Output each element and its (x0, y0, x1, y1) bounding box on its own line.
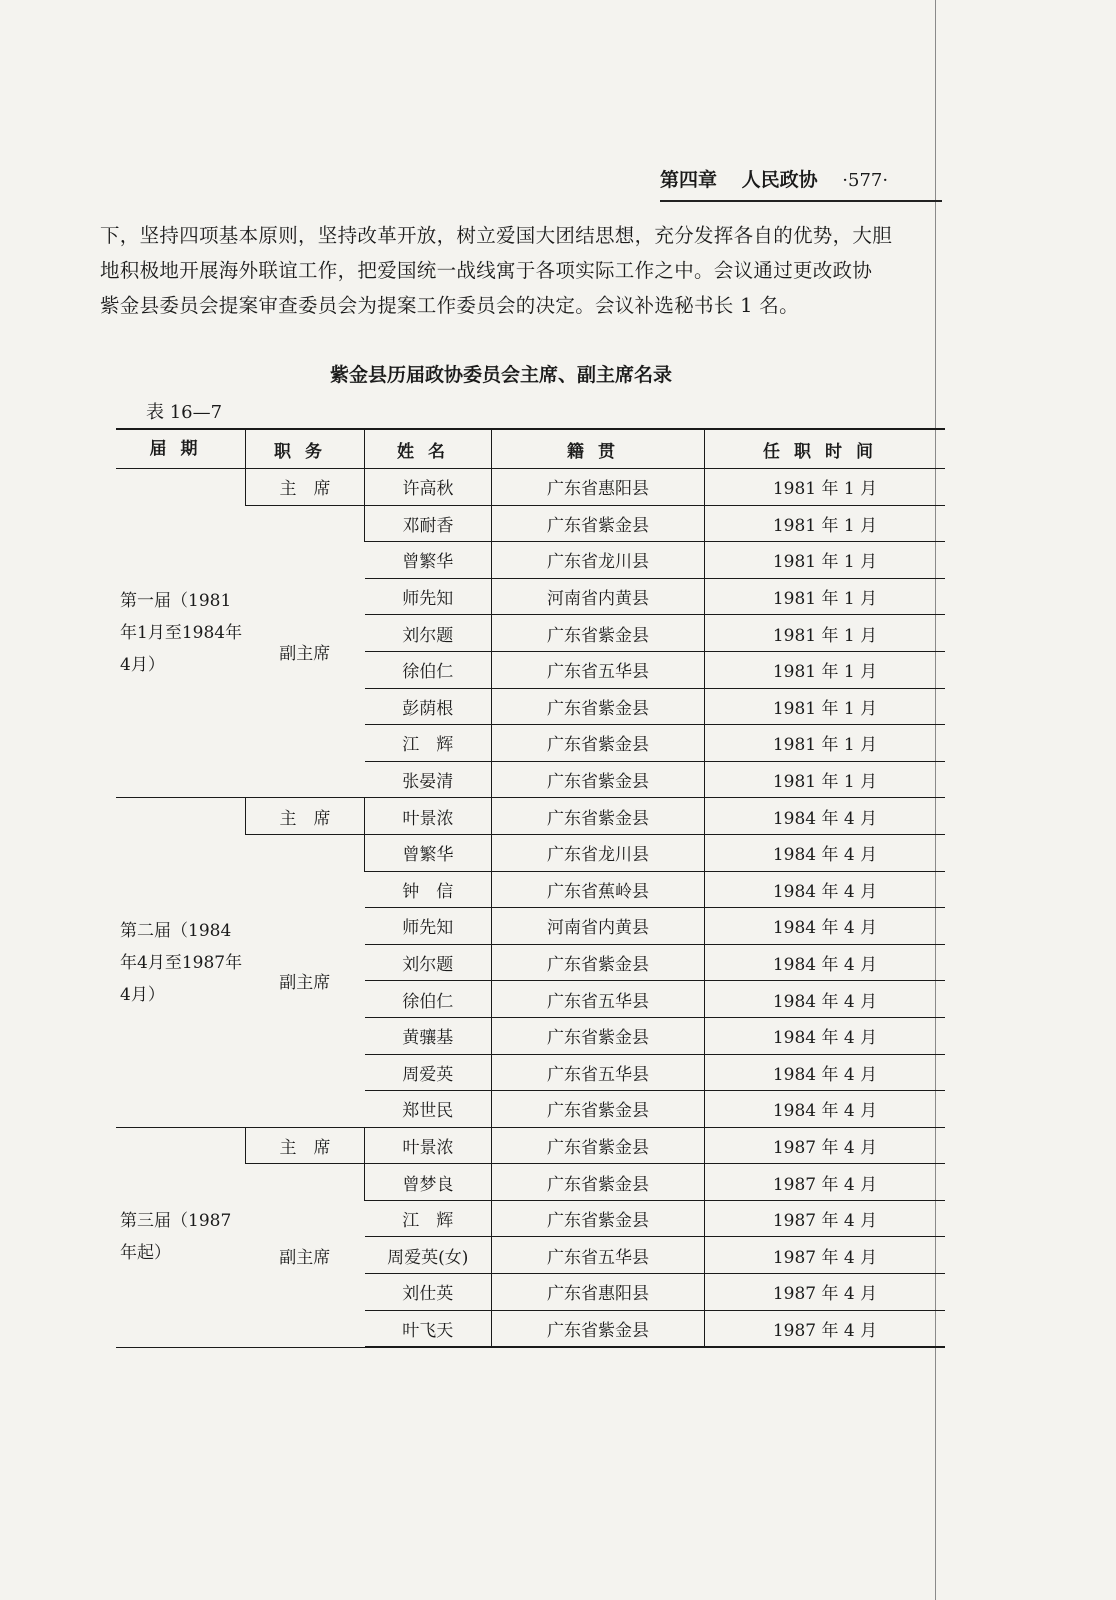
name-cell: 叶飞天 (365, 1310, 492, 1347)
origin-cell: 广东省紫金县 (492, 798, 705, 835)
table-row (116, 469, 945, 506)
name-cell: 周爱英(女) (365, 1237, 492, 1274)
tenure-cell: 1987 年 4 月 (705, 1310, 946, 1347)
tenure-cell: 1984 年 4 月 (705, 798, 946, 835)
origin-cell: 广东省紫金县 (492, 688, 705, 725)
origin-cell: 广东省五华县 (492, 1237, 705, 1274)
header-name: 姓名 (365, 429, 492, 469)
tenure-cell: 1984 年 4 月 (705, 1091, 946, 1128)
origin-cell: 广东省紫金县 (492, 1127, 705, 1164)
term-cell: 第二届（1984年4月至1987年4月） (116, 798, 246, 1127)
position-cell: 副主席 (246, 505, 365, 798)
paragraph-line: 紫金县委员会提案审查委员会为提案工作委员会的决定。会议补选秘书长 1 名。 (100, 294, 799, 317)
name-cell: 徐伯仁 (365, 651, 492, 688)
header-position: 职务 (246, 429, 365, 469)
origin-cell: 广东省龙川县 (492, 542, 705, 579)
chairmen-table (116, 428, 945, 1348)
position-cell: 副主席 (246, 1164, 365, 1347)
running-header (660, 165, 942, 202)
origin-cell: 广东省紫金县 (492, 1017, 705, 1054)
origin-cell: 广东省紫金县 (492, 725, 705, 762)
origin-cell: 广东省惠阳县 (492, 1274, 705, 1311)
name-cell: 师先知 (365, 908, 492, 945)
tenure-cell: 1984 年 4 月 (705, 834, 946, 871)
name-cell: 叶景浓 (365, 798, 492, 835)
tenure-cell: 1981 年 1 月 (705, 542, 946, 579)
name-cell: 郑世民 (365, 1091, 492, 1128)
tenure-cell: 1987 年 4 月 (705, 1237, 946, 1274)
table-body (116, 469, 945, 1348)
tenure-cell: 1981 年 1 月 (705, 761, 946, 798)
body-paragraph (100, 218, 980, 323)
name-cell: 邓耐香 (365, 505, 492, 542)
name-cell: 叶景浓 (365, 1127, 492, 1164)
name-cell: 钟 信 (365, 871, 492, 908)
paragraph-line: 下，坚持四项基本原则，坚持改革开放，树立爱国大团结思想，充分发挥各自的优势，大胆 (100, 224, 893, 247)
origin-cell: 河南省内黄县 (492, 578, 705, 615)
table-row (116, 798, 945, 835)
origin-cell: 广东省紫金县 (492, 1310, 705, 1347)
origin-cell: 广东省紫金县 (492, 1200, 705, 1237)
name-cell: 徐伯仁 (365, 981, 492, 1018)
chapter-label: 第四章 (660, 169, 718, 191)
origin-cell: 广东省紫金县 (492, 944, 705, 981)
origin-cell: 广东省五华县 (492, 981, 705, 1018)
origin-cell: 广东省紫金县 (492, 615, 705, 652)
name-cell: 曾繁华 (365, 834, 492, 871)
tenure-cell: 1984 年 4 月 (705, 871, 946, 908)
header-tenure: 任职时间 (705, 429, 946, 469)
tenure-cell: 1981 年 1 月 (705, 505, 946, 542)
name-cell: 江 辉 (365, 1200, 492, 1237)
tenure-cell: 1981 年 1 月 (705, 651, 946, 688)
name-cell: 曾繁华 (365, 542, 492, 579)
table-title: 紫金县历届政协委员会主席、副主席名录 (330, 364, 673, 386)
origin-cell: 广东省惠阳县 (492, 469, 705, 506)
name-cell: 江 辉 (365, 725, 492, 762)
name-cell: 彭荫根 (365, 688, 492, 725)
tenure-cell: 1984 年 4 月 (705, 981, 946, 1018)
tenure-cell: 1981 年 1 月 (705, 578, 946, 615)
tenure-cell: 1987 年 4 月 (705, 1200, 946, 1237)
name-cell: 刘尔题 (365, 944, 492, 981)
name-cell: 刘仕英 (365, 1274, 492, 1311)
tenure-cell: 1981 年 1 月 (705, 688, 946, 725)
tenure-cell: 1981 年 1 月 (705, 725, 946, 762)
tenure-cell: 1984 年 4 月 (705, 944, 946, 981)
tenure-cell: 1987 年 4 月 (705, 1164, 946, 1201)
origin-cell: 广东省紫金县 (492, 761, 705, 798)
table-row (116, 1127, 945, 1164)
table-header-row (116, 429, 945, 469)
origin-cell: 广东省五华县 (492, 651, 705, 688)
name-cell: 黄骧基 (365, 1017, 492, 1054)
paragraph-line: 地积极地开展海外联谊工作，把爱国统一战线寓于各项实际工作之中。会议通过更改政协 (100, 259, 873, 282)
position-cell: 副主席 (246, 834, 365, 1127)
tenure-cell: 1981 年 1 月 (705, 469, 946, 506)
origin-cell: 广东省紫金县 (492, 1164, 705, 1201)
term-cell: 第一届（1981年1月至1984年4月） (116, 469, 246, 798)
name-cell: 周爱英 (365, 1054, 492, 1091)
position-cell: 主 席 (246, 1127, 365, 1164)
tenure-cell: 1987 年 4 月 (705, 1274, 946, 1311)
origin-cell: 广东省紫金县 (492, 505, 705, 542)
table-number: 表 16—7 (146, 402, 223, 423)
section-label: 人民政协 (741, 169, 818, 191)
origin-cell: 广东省五华县 (492, 1054, 705, 1091)
tenure-cell: 1984 年 4 月 (705, 908, 946, 945)
name-cell: 师先知 (365, 578, 492, 615)
name-cell: 曾梦良 (365, 1164, 492, 1201)
tenure-cell: 1984 年 4 月 (705, 1017, 946, 1054)
tenure-cell: 1981 年 1 月 (705, 615, 946, 652)
header-origin: 籍贯 (492, 429, 705, 469)
term-cell: 第三届（1987年起） (116, 1127, 246, 1347)
origin-cell: 广东省龙川县 (492, 834, 705, 871)
tenure-cell: 1987 年 4 月 (705, 1127, 946, 1164)
origin-cell: 河南省内黄县 (492, 908, 705, 945)
name-cell: 刘尔题 (365, 615, 492, 652)
name-cell: 张晏清 (365, 761, 492, 798)
page-number: ·577· (842, 170, 889, 191)
header-term: 届期 (116, 429, 246, 469)
name-cell: 许高秋 (365, 469, 492, 506)
origin-cell: 广东省蕉岭县 (492, 871, 705, 908)
position-cell: 主 席 (246, 469, 365, 506)
position-cell: 主 席 (246, 798, 365, 835)
origin-cell: 广东省紫金县 (492, 1091, 705, 1128)
tenure-cell: 1984 年 4 月 (705, 1054, 946, 1091)
